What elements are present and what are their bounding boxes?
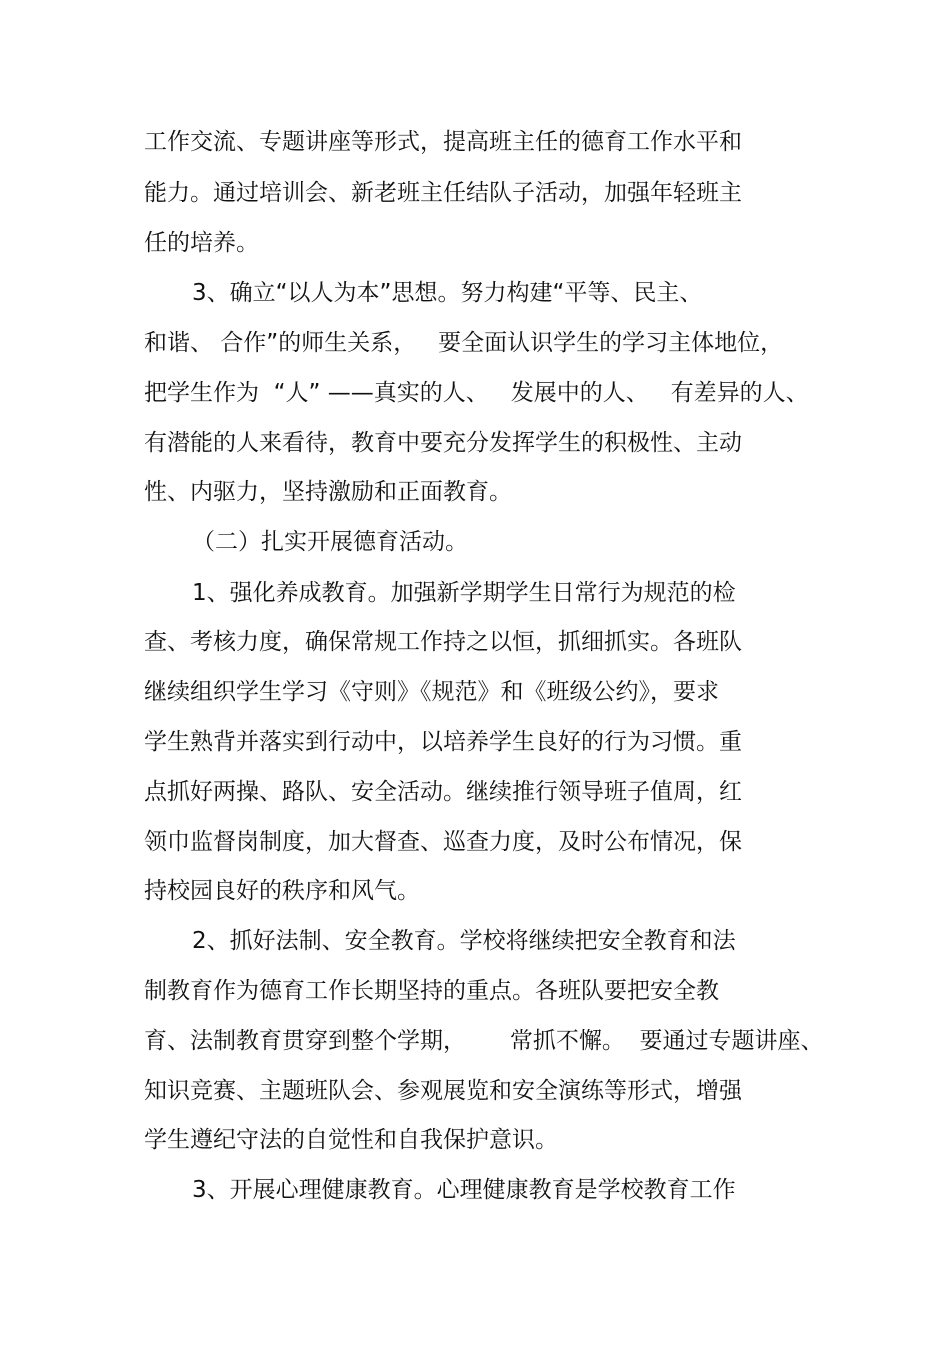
paragraph-start-line: 3、确立“以人为本”思想。努力构建“平等、民主、 [192,280,703,306]
paragraph-start-line: 2、抓好法制、安全教育。学校将继续把安全教育和法 [192,928,736,954]
section-heading: （二）扎实开展德育活动。 [192,529,468,555]
text-line: 学生遵纪守法的自觉性和自我保护意识。 [144,1127,558,1153]
text-line: 把学生作为 “人” ——真实的人、 发展中的人、 有差异的人、 [144,380,809,406]
text-line: 查、考核力度，确保常规工作持之以恒，抓细抓实。各班队 [144,629,742,655]
text-line: 领巾监督岗制度，加大督查、巡查力度，及时公布情况，保 [144,829,742,855]
text-line: 能力。通过培训会、新老班主任结队子活动，加强年轻班主 [144,180,742,206]
text-line: 制教育作为德育工作长期坚持的重点。各班队要把安全教 [144,978,719,1004]
text-line: 性、内驱力，坚持激励和正面教育。 [144,479,512,505]
text-line: 和谐、 合作”的师生关系， 要全面认识学生的学习主体地位， [144,330,784,356]
text-line: 点抓好两操、路队、安全活动。继续推行领导班子值周，红 [144,779,742,805]
text-line: 育、法制教育贯穿到整个学期， 常抓不懈。 要通过专题讲座、 [144,1028,824,1054]
text-line: 持校园良好的秩序和风气。 [144,878,420,904]
text-line: 任的培养。 [144,230,259,256]
text-line: 学生熟背并落实到行动中，以培养学生良好的行为习惯。重 [144,729,742,755]
text-line: 工作交流、专题讲座等形式，提高班主任的德育工作水平和 [144,129,742,155]
text-line: 知识竞赛、主题班队会、参观展览和安全演练等形式，增强 [144,1078,742,1104]
text-line: 继续组织学生学习《守则》《规范》和《班级公约》，要求 [144,679,719,705]
text-line: 有潜能的人来看待，教育中要充分发挥学生的积极性、主动 [144,430,742,456]
paragraph-start-line: 1、强化养成教育。加强新学期学生日常行为规范的检 [192,580,736,606]
paragraph-start-line: 3、开展心理健康教育。心理健康教育是学校教育工作 [192,1177,736,1203]
